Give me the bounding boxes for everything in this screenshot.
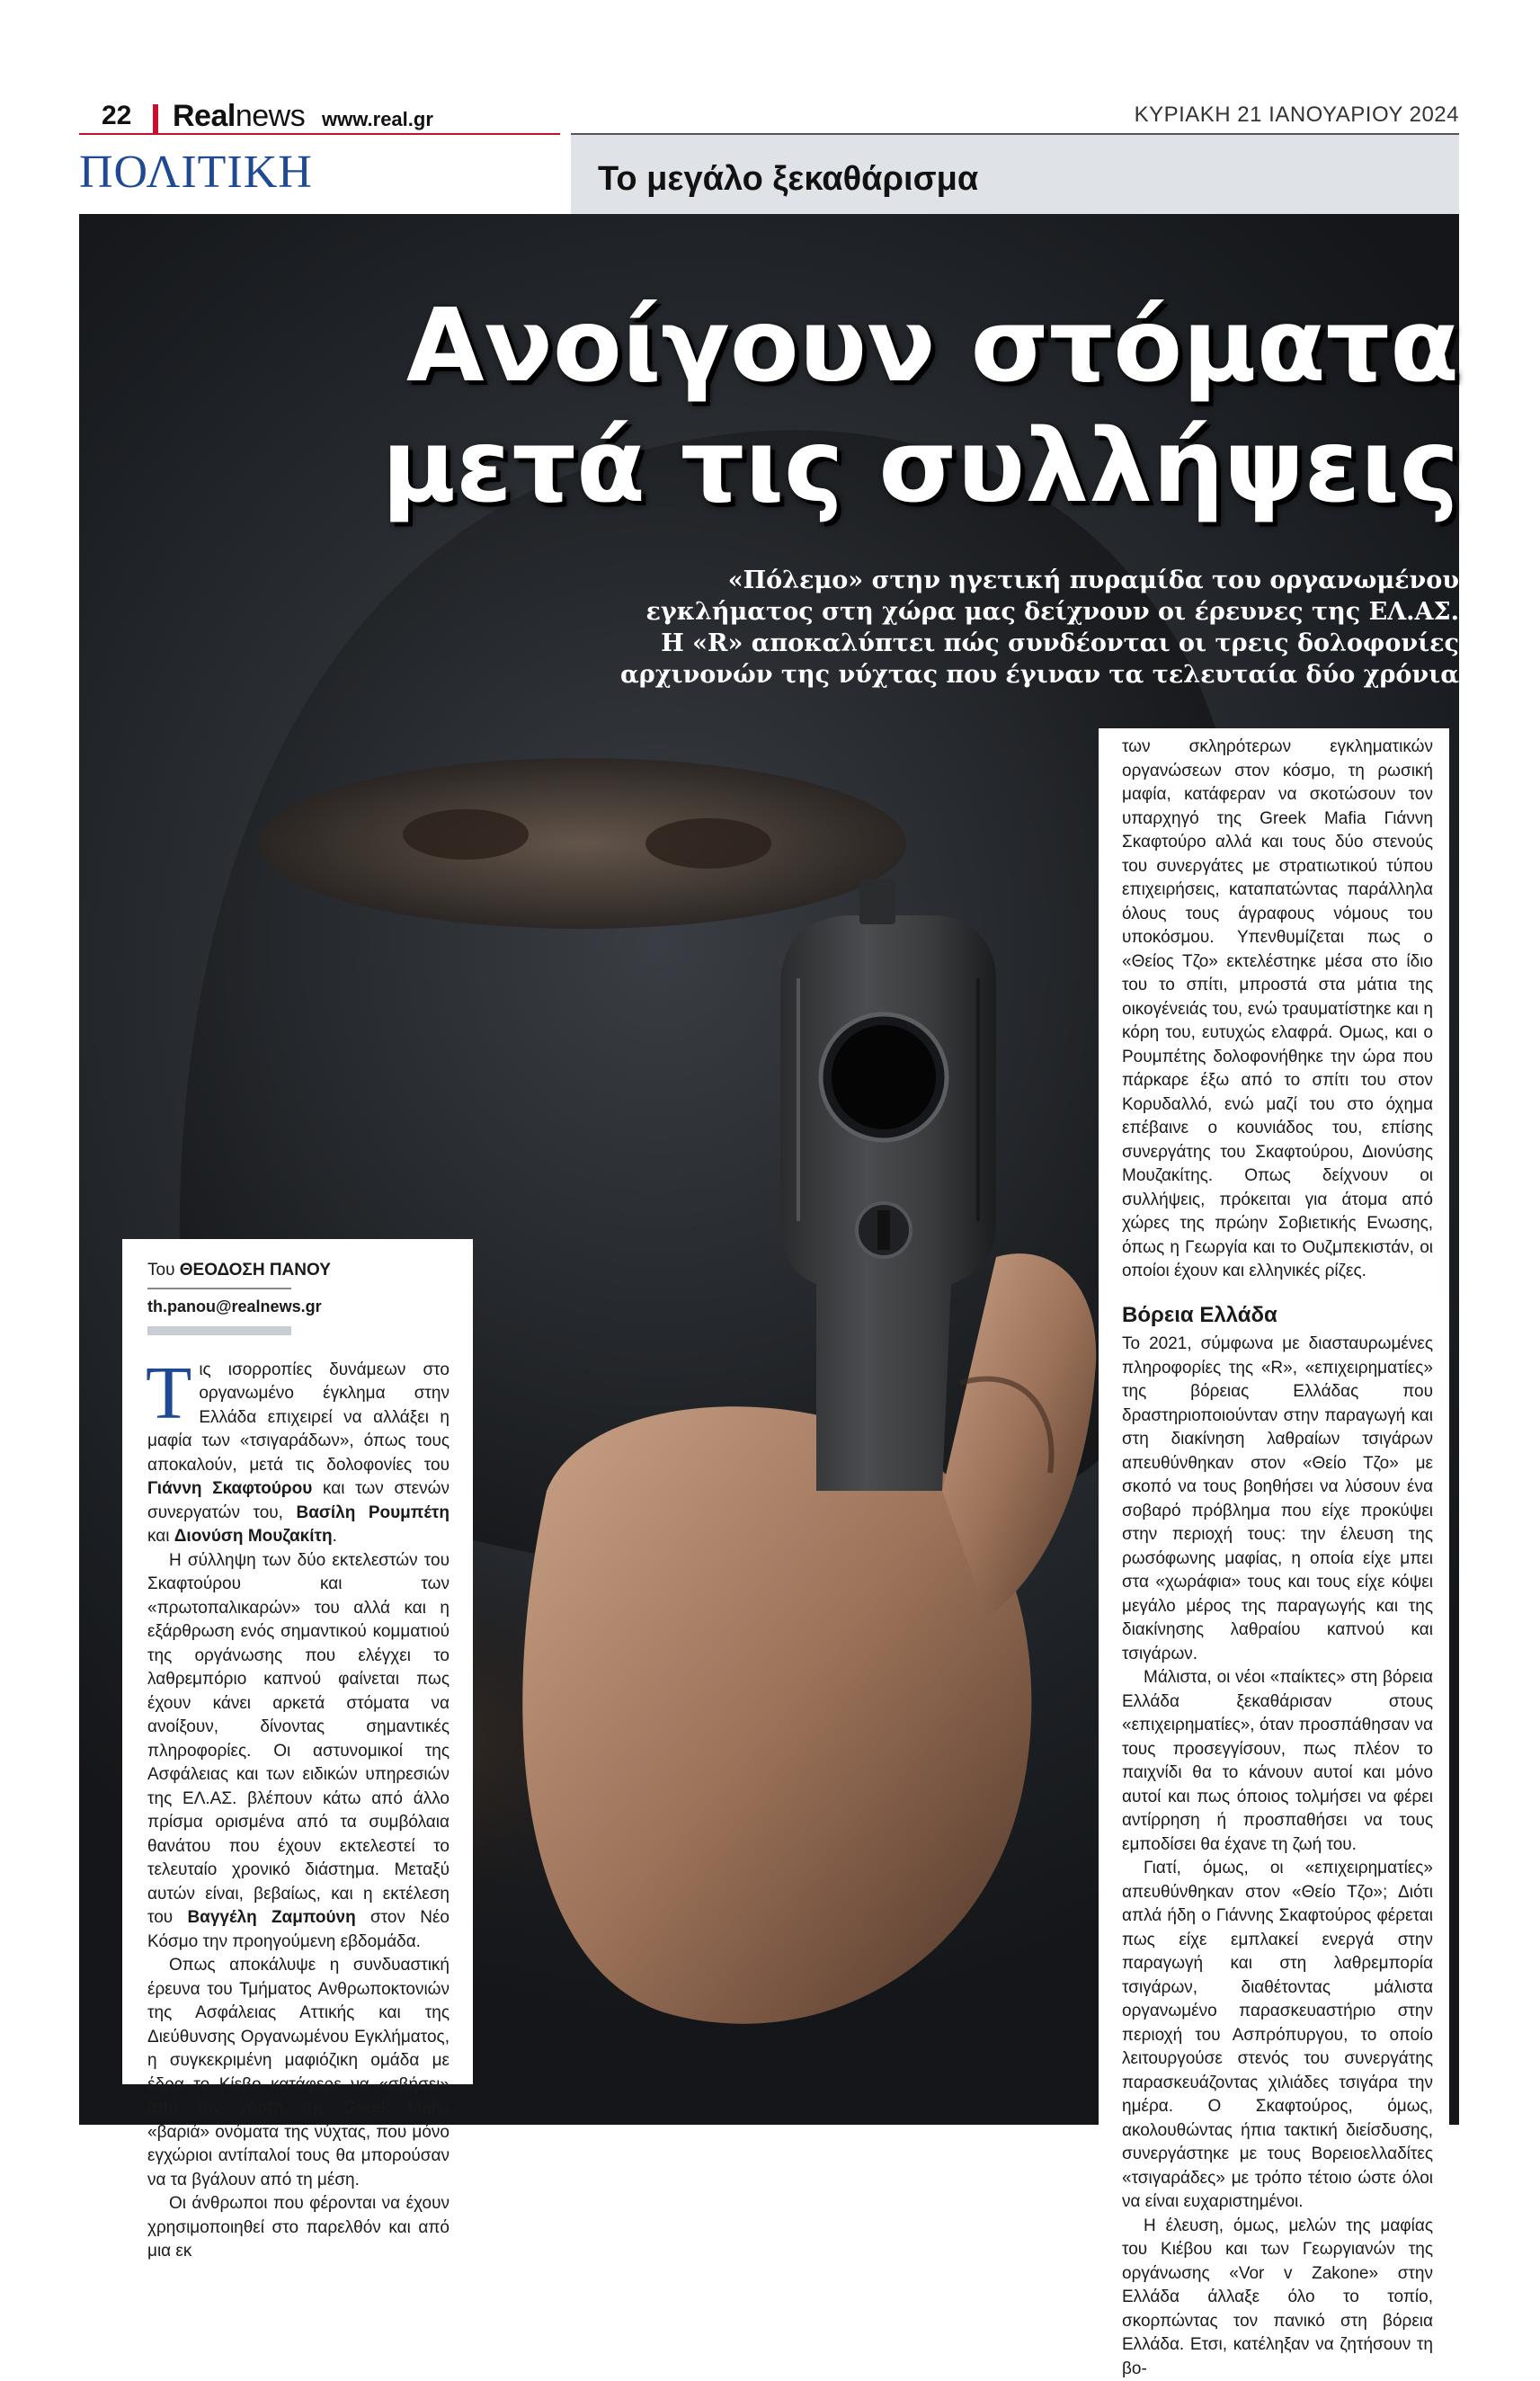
- paragraph-2-text-b: στον Νέο Κόσμο την προηγούμενη εβδομάδα.: [147, 1908, 450, 1951]
- paragraph-8: Γιατί, όμως, οι «επιχειρηματίες» απευθύνθηκαν στον «Θείο Τζο»; Διότι απλά ήδη ο Γιάννης Σκαφτούρος φέρεται πως είχε εμπλακεί ενεργά στην παραγωγή και στη λαθρεμπορία τσιγάρων, διαθέτοντας μάλιστα οργανωμένο παρασκευαστήριο στην περιοχή του Ασπρόπυργου, το οποίο λειτουργούσε στενός του συνεργάτης παρασκευάζοντας χιλιάδες τσιγάρα την ημέρα. Ο Σκαφτούρος, όμως, ακολουθώντας ήπια τακτική διείσδυσης, συνεργάστηκε με τους Βορειοελλαδίτες «τσιγαράδες» με τρόπο τέτοιο ώστε όλοι να είναι ευχαριστημένοι.: [1122, 1857, 1433, 2215]
- headline-line-2: μετά τις συλλήψεις: [344, 406, 1459, 527]
- lead-line-1: «Πόλεμο» στην ηγετική πυραμίδα του οργανωμένου: [578, 565, 1459, 596]
- kicker-banner: [571, 133, 1459, 216]
- section-rule: [79, 133, 560, 135]
- name-mouzakitis: Διονύση Μουζακίτη: [174, 1527, 333, 1546]
- paragraph-3: Οπως αποκάλυψε η συνδυαστική έρευνα του Τμήματος Ανθρωποκτονιών της Ασφάλειας Αττικής και της Διεύθυνσης Οργανωμένου Εγκλήματος, η συγκεκριμένη μαφιόζικη ομάδα με έδρα το Κίεβο κατάφερε να «σβήσει» από τον χάρτη της Greek Mafia «βαριά» ονόματα της νύχτας, που μόνο εγχώριοι αντίπαλοί τους θα μπορούσαν να τα βγάλουν από τη μέση.: [147, 1954, 450, 2192]
- paragraph-5: των σκληρότερων εγκληματικών οργανώσεων στον κόσμο, τη ρωσική μαφία, κατάφεραν να σκοτώσουν τον υπαρχηγό της Greek Mafia Γιάννη Σκαφτούρο αλλά και τους δύο στενούς του συνεργάτες με στρατιωτικού τύπου επιχειρήσεις, καταπατώντας παράλληλα όλους τους άγραφους νόμους του υποκόσμου. Υπενθυμίζεται πως ο «Θείος Τζο» εκτελέστηκε μέσα στο ίδιο του το σπίτι, μπροστά στα μάτια της οικογένειάς του, ενώ τραυματίστηκε και η κόρη του, ευτυχώς ελαφρά. Ομως, και ο Ρουμπέτης δολοφονήθηκε την ώρα που πάρκαρε έξω από το σπίτι του στον Κορυδαλλό, ενώ μαζί του στο όχημα επέβαινε ο κουνιάδος του, επίσης συνεργάτης του Σκαφτούρου, Διονύσης Μουζακίτης. Οπως δείχνουν οι συλλήψεις, πρόκειται για άτομα από χώρες της πρώην Σοβιετικής Ενωσης, όπως η Γεωργία και το Ουζμπεκιστάν, οι οποίοι έχουν και ελληνικές ρίζες.: [1122, 736, 1433, 1284]
- author-email[interactable]: th.panou@realnews.gr: [147, 1295, 450, 1319]
- header-separator: [153, 104, 158, 133]
- article-column-right: [1099, 728, 1449, 2133]
- name-roumpetis: Βασίλη Ρουμπέτη: [296, 1503, 450, 1522]
- paragraph-6: Το 2021, σύμφωνα με διασταυρωμένες πληροφορίες της «R», «επιχειρηματίες» της βόρειας Ελλάδας που δραστηριοποιούνταν στην παραγωγή και στη διακίνηση λαθραίων τσιγάρων απευθύνθηκαν στον «Θείο Τζο» με σκοπό να τους βοηθήσει να λύσουν ένα σοβαρό πρόβλημα που είχε προκύψει στην περιοχή τους: την έλευση της ρωσόφωνης μαφίας, η οποία είχε μπει στα «χωράφια» τους και τους είχε κόψει μεγάλο μέρος της παραγωγής και της διακίνησης λαθραίου καπνού και τσιγάρων.: [1122, 1333, 1433, 1666]
- brand-rest: news: [236, 99, 305, 133]
- name-skaftouros: Γιάννη Σκαφτούρου: [147, 1479, 312, 1498]
- paragraph-7: Μάλιστα, οι νέοι «παίκτες» στη βόρεια Ελλάδα ξεκαθάρισαν στους «επιχειρηματίες», όταν προσπάθησαν να τους προσεγγίσουν, πως πλέον το παιχνίδι θα το κάνουν αυτοί και μόνο αυτοί και πως όποιος τολμήσει να φέρει αντίρρηση ή προσπαθήσει να τους εμποδίσει θα έχανε τη ζωή του.: [1122, 1666, 1433, 1857]
- byline-rule: [147, 1288, 291, 1289]
- paragraph-1: [147, 1359, 450, 1549]
- paragraph-1-text-a: ις ισορροπίες δυνάμεων στο οργανωμένο έγκλημα στην Ελλάδα επιχειρεί να αλλάξει η μαφία των «τσιγαράδων», όπως τους αποκαλούν, μετά τις δολοφονίες του: [147, 1360, 450, 1475]
- headline: [344, 286, 1459, 527]
- byline-prefix: Του: [147, 1261, 174, 1280]
- author-name: ΘΕΟΔΟΣΗ ΠΑΝΟΥ: [180, 1261, 331, 1280]
- article-column-left: [122, 1239, 473, 2084]
- lead-line-4: αρχινονών της νύχτας που έγιναν τα τελευταία δύο χρόνια: [578, 659, 1459, 691]
- paragraph-1-text-c: και: [147, 1527, 174, 1546]
- website-url: www.real.gr: [322, 108, 433, 131]
- name-zampounis: Βαγγέλη Ζαμπούνη: [187, 1908, 355, 1927]
- issue-date: ΚΥΡΙΑΚΗ 21 ΙΑΝΟΥΑΡΙΟΥ 2024: [1135, 103, 1459, 128]
- byline-bar: [147, 1326, 291, 1335]
- paragraph-2: [147, 1549, 450, 1955]
- lead-line-3: Η «R» αποκαλύπτει πώς συνδέονται οι τρεις δολοφονίες: [578, 628, 1459, 659]
- headline-line-1: Ανοίγουν στόματα: [344, 286, 1459, 406]
- paragraph-1-text-d: .: [333, 1527, 337, 1546]
- page-number: 22: [102, 101, 131, 131]
- drop-cap: Τ: [146, 1362, 191, 1425]
- lead-line-2: εγκλήματος στη χώρα μας δείχνουν οι έρευνες της ΕΛ.ΑΣ.: [578, 596, 1459, 628]
- paragraph-4: Οι άνθρωποι που φέρονται να έχουν χρησιμοποιηθεί στο παρελθόν και από μια εκ: [147, 2192, 450, 2264]
- paragraph-1-text-b: και των στενών συνεργατών του,: [147, 1479, 450, 1522]
- brand-bold: Real: [173, 99, 236, 133]
- subhead-voreia-ellada: Βόρεια Ελλάδα: [1122, 1304, 1433, 1328]
- lead-paragraph: [578, 565, 1459, 691]
- section-name: ΠΟΛΙΤΙΚΗ: [79, 146, 313, 199]
- paragraph-9: Η έλευση, όμως, μελών της μαφίας του Κιέβου και των Γεωργιανών της οργάνωσης «Vor v Zakone» στην Ελλάδα άλλαξε όλο το τοπίο, σκορπώντας τον πανικό στη βόρεια Ελλάδα. Ετσι, κατέληξαν να ζητήσουν τη βο-: [1122, 2215, 1433, 2381]
- kicker-text: Το μεγάλο ξεκαθάρισμα: [598, 160, 978, 199]
- brand-logo: [173, 99, 305, 134]
- byline: [147, 1259, 450, 1282]
- paragraph-2-text-a: Η σύλληψη των δύο εκτελεστών του Σκαφτούρου και των «πρωτοπαλικαρών» του αλλά και η εξάρθρωση ενός σημαντικού κομματιού της οργάνωσης που ελέγχει το λαθρεμπόριο καπνού φαίνεται πως έχουν κάνει αρκετά στόματα να ανοίξουν, δίνοντας σημαντικές πληροφορίες. Οι αστυνομικοί της Ασφάλειας και των ειδικών υπηρεσιών της ΕΛ.ΑΣ. βλέπουν κάτω από άλλο πρίσμα ορισμένα από τα συμβόλαια θανάτου που έχουν εκτελεστεί το τελευταίο χρονικό διάστημα. Μεταξύ αυτών είναι, βεβαίως, και η εκτέλεση του: [147, 1551, 450, 1928]
